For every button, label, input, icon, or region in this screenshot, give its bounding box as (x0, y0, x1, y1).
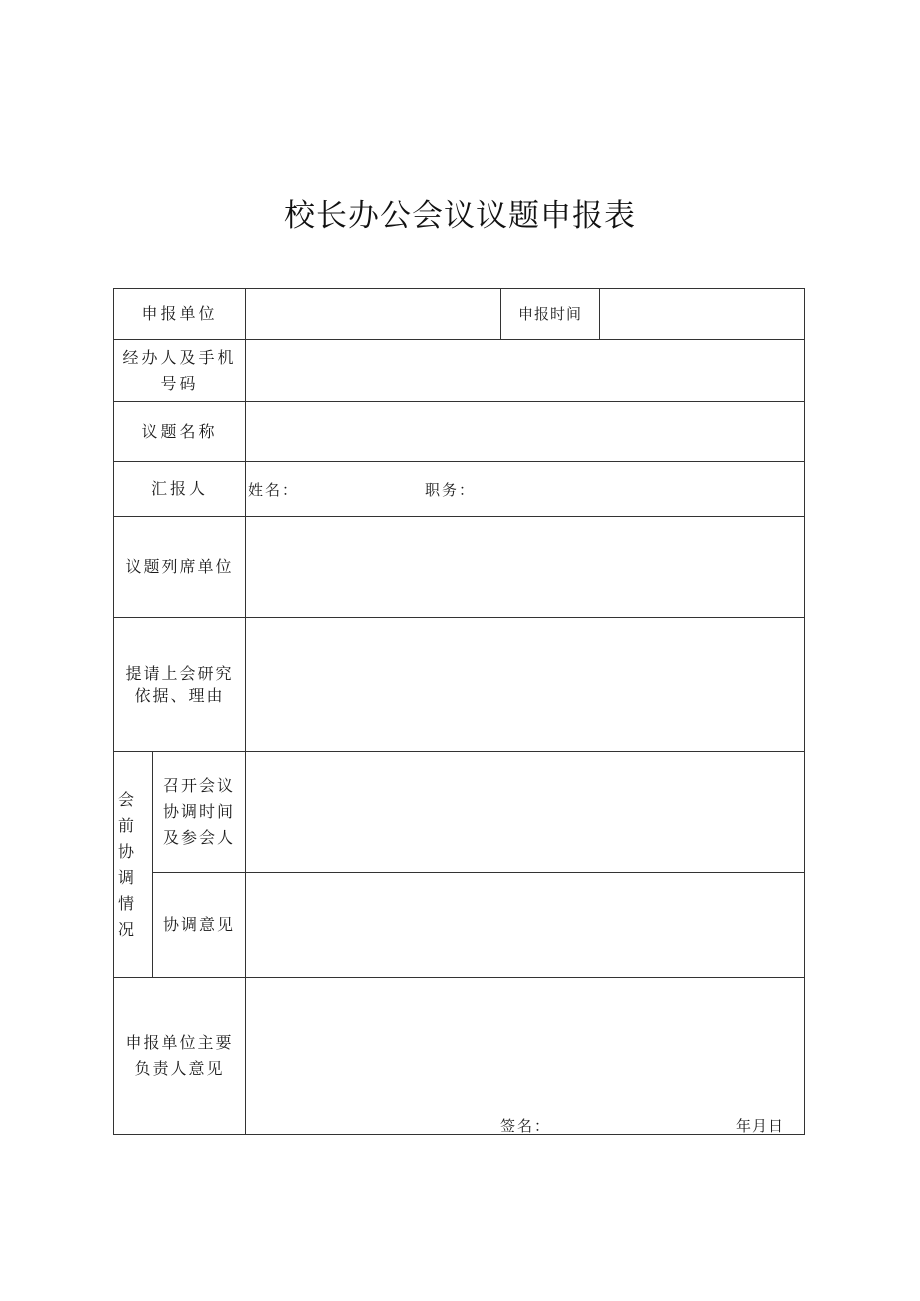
coordination-time-field[interactable] (246, 752, 804, 872)
basis-label (114, 618, 245, 751)
attending-units-label: 议题列席单位 (125, 557, 234, 576)
page-title: 校长办公会议议题申报表 (284, 198, 636, 234)
handler-phone-label-line2: 号码 (160, 373, 199, 393)
reporting-time-label: 申报时间 (517, 305, 582, 323)
handler-phone-field[interactable] (246, 340, 804, 401)
coordination-time-line3: 及参会人 (162, 828, 235, 847)
pre-meeting-char: 会 (117, 790, 134, 809)
coordination-time-line1: 召开会议 (162, 776, 235, 795)
reporter-position-label: 职务： (425, 481, 477, 499)
handler-phone-label-line1: 经办人及手机 (122, 347, 237, 367)
reporter-name-label: 姓名： (248, 481, 300, 499)
basis-field[interactable] (246, 618, 804, 751)
pre-meeting-char: 协 (117, 842, 134, 861)
coordination-opinion-label: 协调意见 (162, 915, 235, 934)
reporter-name-field[interactable] (299, 469, 419, 509)
topic-name-field[interactable] (246, 402, 804, 461)
signature-label: 签名： (500, 1117, 552, 1135)
application-form-table (113, 288, 805, 1135)
pre-meeting-coordination-label (114, 787, 138, 943)
reporting-time-field[interactable] (600, 289, 804, 339)
reporter-position-field[interactable] (476, 469, 796, 509)
head-opinion-line1: 申报单位主要 (125, 1033, 234, 1052)
pre-meeting-char: 况 (117, 920, 134, 939)
basis-label-line2: 依据、理由 (134, 685, 225, 705)
coordination-opinion-field[interactable] (246, 873, 804, 977)
topic-name-label: 议题名称 (141, 421, 218, 441)
date-label: 年月日 (736, 1117, 785, 1135)
reporter-label: 汇报人 (150, 479, 208, 498)
head-opinion-field[interactable] (246, 978, 804, 1098)
attending-units-field[interactable] (246, 517, 804, 617)
head-opinion-line2: 负责人意见 (134, 1059, 225, 1078)
pre-meeting-char: 前 (117, 816, 134, 835)
reporting-unit-label: 申报单位 (141, 304, 218, 323)
pre-meeting-char: 情 (117, 894, 134, 913)
pre-meeting-char: 调 (117, 868, 134, 887)
coordination-time-line2: 协调时间 (162, 802, 235, 821)
coordination-time-label (153, 752, 245, 872)
head-opinion-label (114, 978, 245, 1134)
reporting-unit-field[interactable] (246, 289, 500, 339)
basis-label-line1: 提请上会研究 (125, 663, 234, 683)
handler-phone-label (114, 340, 245, 401)
